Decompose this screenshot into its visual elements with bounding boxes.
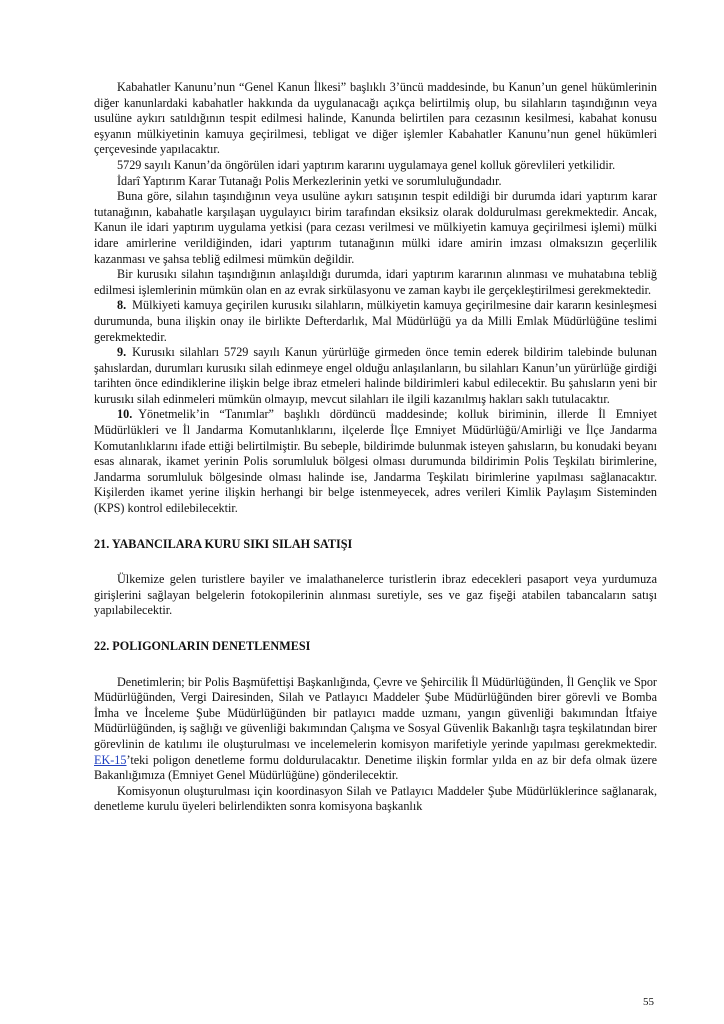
item-number: 8. (117, 298, 127, 313)
section-22-text: Denetimlerin; bir Polis Başmüfettişi Başkanlığında, Çevre ve Şehircilik İl Müdürlüğünden, İl Gençlik ve Spor Müdürlüğünden, Vergi Dairesinden, Silah ve Patlayıcı Maddeler Şube Müdürlüğünden birer görevli ve Bomba İmha ve İnceleme Şube Müdürlüğünden bir patlayıcı madde uzmanı, yangın güvenliği bakımından İtfaiye Müdürlüğünden, iş sağlığı ve güvenliği bakımından Çalışma ve Sosyal Güvenlik Bakanlığı taşra teşkilatından birer görevlinin de katılımı ile oluşturulması ve incelemelerin komisyon marifetiyle yerinde yapılması gerekmektedir. (94, 674, 657, 751)
paragraph-kabahatler: Kabahatler Kanunu’nun “Genel Kanun İlkesi” başlıklı 3’üncü maddesinde, bu Kanun’un genel hükümlerinin diğer kanunlardaki kabahatler hakkında da uygulanacağı açıkça belirtilmiş olup, bu silahların taşındığının veya usulüne aykırı satıldığının tespit edilmesi halinde, Kanunda belirtilen para cezasının kesilmesi, kabahat konusu eşyanın mülkiyetinin kamuya geçirilmesi, tebligat ve diğer işlemler Kabahatler Kanunu’nun genel hükümleri çerçevesinde yapılacaktır. (94, 80, 657, 157)
paragraph-kurusiki-anlasildi: Bir kurusıkı silahın taşındığının anlaşıldığı durumda, idari yaptırım kararının alınması ve muhatabına tebliğ edilmesi işlemlerinin mümkün olan en az evrak sirkülasyonu ve zaman kaybı ile gerçekleştirilmesi gerekmektedir. (94, 267, 657, 297)
item-text: Kurusıkı silahları 5729 sayılı Kanun yürürlüğe girmeden önce temin ederek bildirim talebinde bulunan şahıslardan, durumları kurusıkı silah edinmeye engel olduğu anlaşılanların, bu silahları Kanun’un yürürlüğe girdiği tarihten önce edindiklerine ilişkin belge ibraz etmeleri halinde bildirimleri kabul edilecektir. Bu şahısların yeni bir kurusıkı silah edinmeleri mümkün olmayıp, mevcut silahları ile ilgili kazanılmış hakları saklı tutulacaktır. (94, 345, 657, 406)
section-22-text-after-link: ’teki poligon denetleme formu doldurulacaktır. Denetime ilişkin formlar yılda en az bir defa olmak üzere Bakanlığımıza (Emniyet Genel Müdürlüğüne) gönderilecektir. (94, 752, 657, 783)
paragraph-buna-gore: Buna göre, silahın taşındığının veya usulüne aykırı satışının tespit edildiği bir durumda idari yaptırım karar tutanağının, kabahatle karşılaşan uygulayıcı birim tarafından eksiksiz olarak doldurulması gerekmektedir. Ancak, Kanun ile idari yaptırım uygulama yetkisi (para cezası verilmesi ve mülkiyetin kamuya geçirilmesi işlemi) mülki idare amirlerine verildiğinden, idari yaptırım tutanağının mülki idare amirin imzası olmaksızın geçerlilik kazanması ve şahsa tebliğ edilmesi mümkün değildir. (94, 189, 657, 266)
item-number: 9. (117, 345, 127, 360)
section-heading-21: 21. YABANCILARA KURU SIKI SILAH SATIŞI (94, 536, 353, 551)
item-number: 10. (117, 407, 133, 422)
section-heading-22: 22. POLIGONLARIN DENETLENMESI (94, 639, 311, 653)
section-22-paragraph (94, 675, 657, 784)
paragraph-5729-yetki: 5729 sayılı Kanun’da öngörülen idari yaptırım kararını uygulamaya genel kolluk görevlileri yetkilidir. (117, 157, 616, 172)
item-text: Yönetmelik’in “Tanımlar” başlıklı dördüncü maddesinde; kolluk biriminin, illerde İl Emniyet Müdürlükleri ve İl Jandarma Komutanlıklarını, ilçelerde İlçe Emniyet Müdürlüğü/Amirliği ve İlçe Jandarma Komutanlıklarını ifade ettiği belirtilmiştir. Bu sebeple, bildirimde bulunmak isteyen şahısların, bu konudaki beyanı esas alınarak, ikamet yerinin Polis sorumluluk bölgesi olması durumunda bildirimin Polis Teşkilatı birimlerine, Jandarma sorumluluk bölgesinde olması halinde ise, Jandarma Teşkilatı birimlerine yapılması sağlanacaktır. Kişilerden ikamet yerine ilişkin herhangi bir belge istenmeyecek, adres verileri Kimlik Paylaşım Sisteminden (KPS) kontrol edilebilecektir. (94, 407, 657, 516)
document-body (94, 80, 657, 815)
section-22-paragraph-2: Komisyonun oluşturulması için koordinasyon Silah ve Patlayıcı Maddeler Şube Müdürlüklerince sağlanarak, denetleme kurulu üyeleri belirlendikten sonra komisyona başkanlık (94, 783, 657, 814)
numbered-item-10 (94, 407, 657, 516)
page-number: 55 (643, 996, 654, 1008)
ek-15-link[interactable]: EK-15 (94, 752, 127, 767)
item-text: Mülkiyeti kamuya geçirilen kurusıkı silahların, mülkiyetin kamuya geçirilmesine dair kararın kesinleşmesi durumunda, buna ilişkin onay ile birlikte Defterdarlık, Mal Müdürlüğü ya da Milli Emlak Müdürlüğüne teslimi gerekmektedir. (94, 298, 657, 344)
numbered-item-9 (94, 345, 657, 407)
paragraph-tutanak: İdarî Yaptırım Karar Tutanağı Polis Merkezlerinin yetki ve sorumluluğundadır. (117, 173, 502, 188)
numbered-item-8 (94, 298, 657, 345)
section-21-paragraph: Ülkemize gelen turistlere bayiler ve imalathanelerce turistlerin ibraz edecekleri pasaport veya yurdumuza girişlerini sağlayan belgelerin fotokopilerinin alınması suretiyle, ses ve gaz fişeği atabilen tabancaların satışı yapılabilecektir. (94, 572, 657, 618)
